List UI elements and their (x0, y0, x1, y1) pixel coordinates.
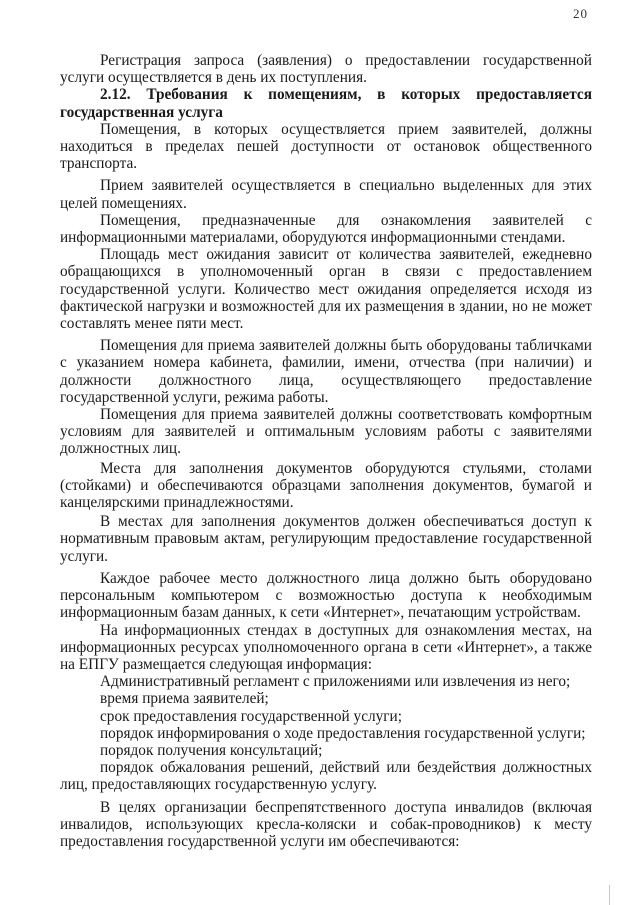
section-heading: 2.12. Требования к помещениям, в которых предоставляется государственная услуга (60, 86, 592, 121)
scan-edge-mark (609, 885, 610, 905)
info-list-item: Административный регламент с приложениями или извлечения из него; (100, 673, 571, 691)
info-list-item: срок предоставления государственной услуги; (100, 707, 402, 725)
info-list-item: время приема заявителей; (100, 690, 269, 708)
closing-paragraph: В целях организации беспрепятственного доступа инвалидов (включая инвалидов, использующих кресла-коляски и собак-проводников) к месту предоставления государственной услуги им обеспечиваются: (60, 798, 592, 850)
paragraph-signage: Помещения для приема заявителей должны быть оборудованы табличками с указанием номера кабинета, фамилии, имени, отчества (при наличии) и должности должностного лица, осуществляющего предоставление государственной услуги, режима работы. (60, 337, 592, 406)
paragraph-comfort: Помещения для приема заявителей должны соответствовать комфортным условиям для заявителей и оптимальным условиям работы с заявителями должностных лиц. (60, 406, 592, 458)
info-list-item: порядок обжалования решений, действий или бездействия должностных лиц, предоставляющих государственную услугу. (60, 759, 592, 794)
paragraph-legal-access: В местах для заполнения документов должен обеспечиваться доступ к нормативным правовым актам, регулирующим предоставление государственной услуги. (60, 513, 592, 565)
document-body (60, 52, 592, 850)
page-number: 20 (573, 6, 588, 21)
paragraph-filling-places: Места для заполнения документов оборудуются стульями, столами (стойками) и обеспечиваются образцами заполнения документов, бумагой и канцелярскими принадлежностями. (60, 459, 592, 512)
paragraph-waiting-area: Площадь мест ожидания зависит от количества заявителей, ежедневно обращающихся в уполномоченный орган в связи с предоставлением государственной услуги. Количество мест ожидания определяется исходя из фактической нагрузки и возможностей для их размещения в здании, но не может составлять менее пяти мест. (60, 246, 592, 333)
paragraph-workstation: Каждое рабочее место должностного лица должно быть оборудовано персональным компьютером с возможностью доступа к необходимым информационным базам данных, к сети «Интернет», печатающим устройствам. (60, 569, 592, 622)
paragraph-location: Помещения, в которых осуществляется прием заявителей, должны находиться в пределах пешей доступности от остановок общественного транспорта. (60, 120, 592, 173)
paragraph-info-stands: Помещения, предназначенные для ознакомления заявителей с информационными материалами, оборудуются информационными стендами. (60, 211, 592, 247)
info-list-item: порядок получения консультаций; (100, 741, 323, 759)
paragraph-info-publication: На информационных стендах в доступных для ознакомления местах, на информационных ресурсах уполномоченного органа в сети «Интернет», а также на ЕПГУ размещается следующая информация: (60, 621, 592, 673)
intro-paragraph: Регистрация запроса (заявления) о предоставлении государственной услуги осуществляется в день их поступления. (60, 52, 592, 87)
info-list-item: порядок информирования о ходе предоставления государственной услуги; (100, 724, 586, 742)
paragraph-reception: Прием заявителей осуществляется в специально выделенных для этих целей помещениях. (60, 177, 592, 212)
